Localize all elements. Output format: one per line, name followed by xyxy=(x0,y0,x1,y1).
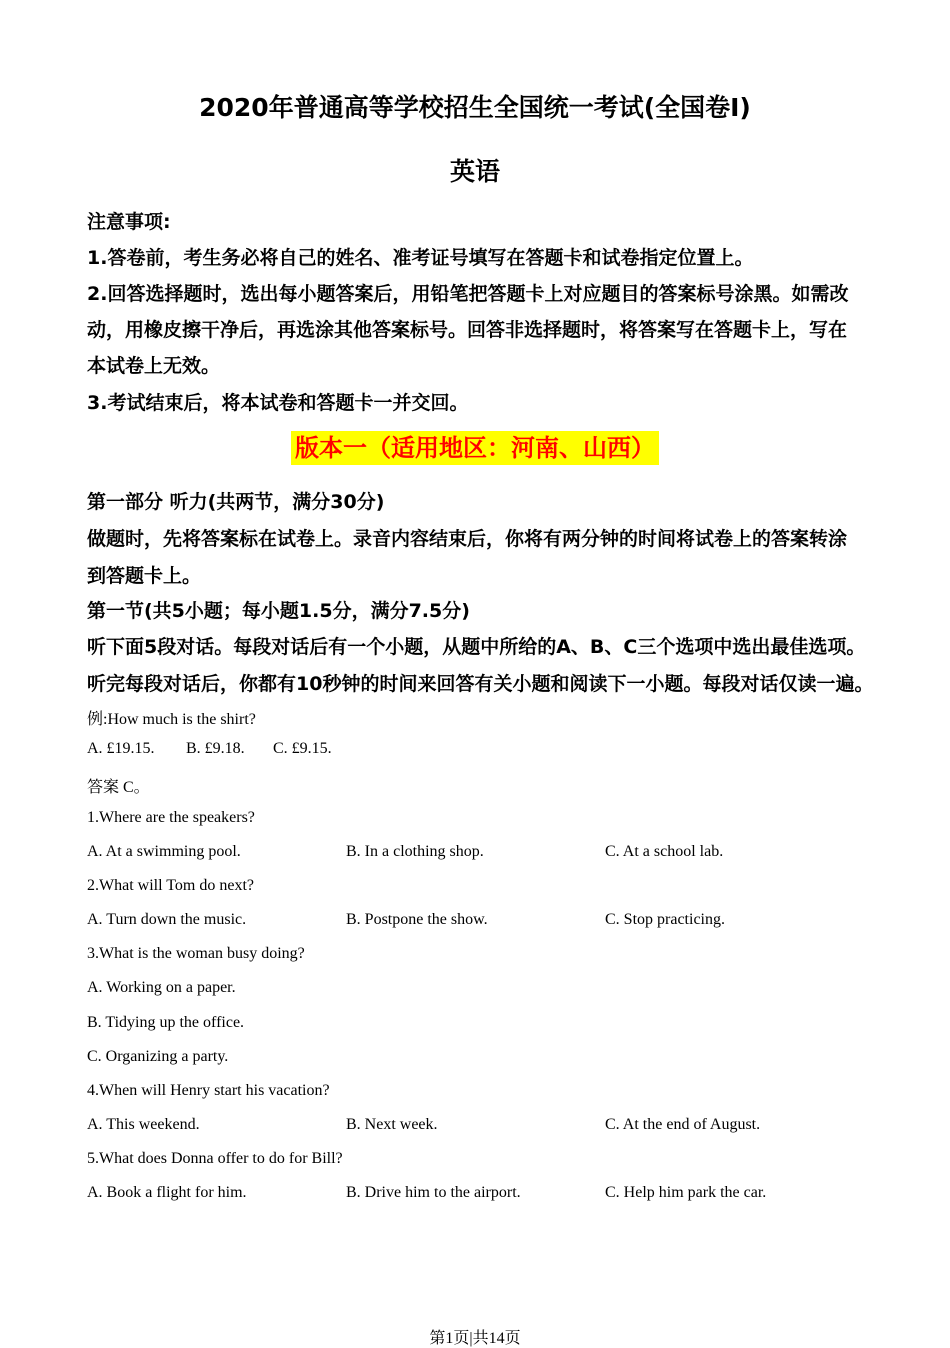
notice-line: 2.回答选择题时，选出每小题答案后，用铅笔把答题卡上对应题目的答案标号涂黑。如需改 xyxy=(87,283,849,305)
option-b: B. Next week. xyxy=(346,1116,438,1133)
option-b: B. Postpone the show. xyxy=(346,911,488,928)
question-1: 1.Where are the speakers? xyxy=(87,809,255,826)
option-c: C. Help him park the car. xyxy=(605,1184,767,1201)
option-b: B. Tidying up the office. xyxy=(87,1014,245,1031)
question-5: 5.What does Donna offer to do for Bill? xyxy=(87,1150,343,1167)
example-answer: 答案 C。 xyxy=(87,779,150,796)
version-banner: 版本一（适用地区：河南、山西） xyxy=(291,431,659,465)
section1-instruction-line: 听下面5段对话。每段对话后有一个小题，从题中所给的A、B、C三个选项中选出最佳选项。 xyxy=(87,636,866,658)
version-banner-wrap xyxy=(0,431,950,465)
page-footer: 第1页|共14页 xyxy=(429,1330,521,1347)
notice-heading: 注意事项: xyxy=(87,211,171,233)
part1-intro-line: 到答题卡上。 xyxy=(87,565,202,587)
notice-line: 本试卷上无效。 xyxy=(87,355,221,377)
option-c: C. Stop practicing. xyxy=(605,911,725,928)
section1-instruction-line: 听完每段对话后，你都有10秒钟的时间来回答有关小题和阅读下一小题。每段对话仅读一遍。 xyxy=(87,673,874,695)
option-a: A. Working on a paper. xyxy=(87,979,236,996)
subject-title: 英语 xyxy=(449,157,500,186)
option-a: A. At a swimming pool. xyxy=(87,843,241,860)
question-3: 3.What is the woman busy doing? xyxy=(87,945,305,962)
example-option: C. £9.15. xyxy=(273,740,332,757)
question-2: 2.What will Tom do next? xyxy=(87,877,254,894)
option-a: A. This weekend. xyxy=(87,1116,200,1133)
example-question: 例:How much is the shirt? xyxy=(87,711,256,728)
section1-heading: 第一节(共5小题；每小题1.5分，满分7.5分) xyxy=(87,600,470,622)
exam-title: 2020年普通高等学校招生全国统一考试(全国卷Ⅰ) xyxy=(199,93,751,122)
notice-line: 动，用橡皮擦干净后，再选涂其他答案标号。回答非选择题时，将答案写在答题卡上，写在 xyxy=(87,319,848,341)
notice-line: 3.考试结束后，将本试卷和答题卡一并交回。 xyxy=(87,392,469,414)
option-c: C. At the end of August. xyxy=(605,1116,761,1133)
question-4: 4.When will Henry start his vacation? xyxy=(87,1082,330,1099)
example-option: B. £9.18. xyxy=(186,740,245,757)
option-b: B. In a clothing shop. xyxy=(346,843,484,860)
option-c: C. Organizing a party. xyxy=(87,1048,229,1065)
notice-line: 1.答卷前，考生务必将自己的姓名、准考证号填写在答题卡和试卷指定位置上。 xyxy=(87,247,754,269)
option-b: B. Drive him to the airport. xyxy=(346,1184,521,1201)
part1-intro-line: 做题时，先将答案标在试卷上。录音内容结束后，你将有两分钟的时间将试卷上的答案转涂 xyxy=(87,528,848,550)
part1-heading: 第一部分 听力(共两节，满分30分) xyxy=(87,491,385,513)
option-c: C. At a school lab. xyxy=(605,843,724,860)
option-a: A. Turn down the music. xyxy=(87,911,247,928)
example-option: A. £19.15. xyxy=(87,740,155,757)
option-a: A. Book a flight for him. xyxy=(87,1184,247,1201)
